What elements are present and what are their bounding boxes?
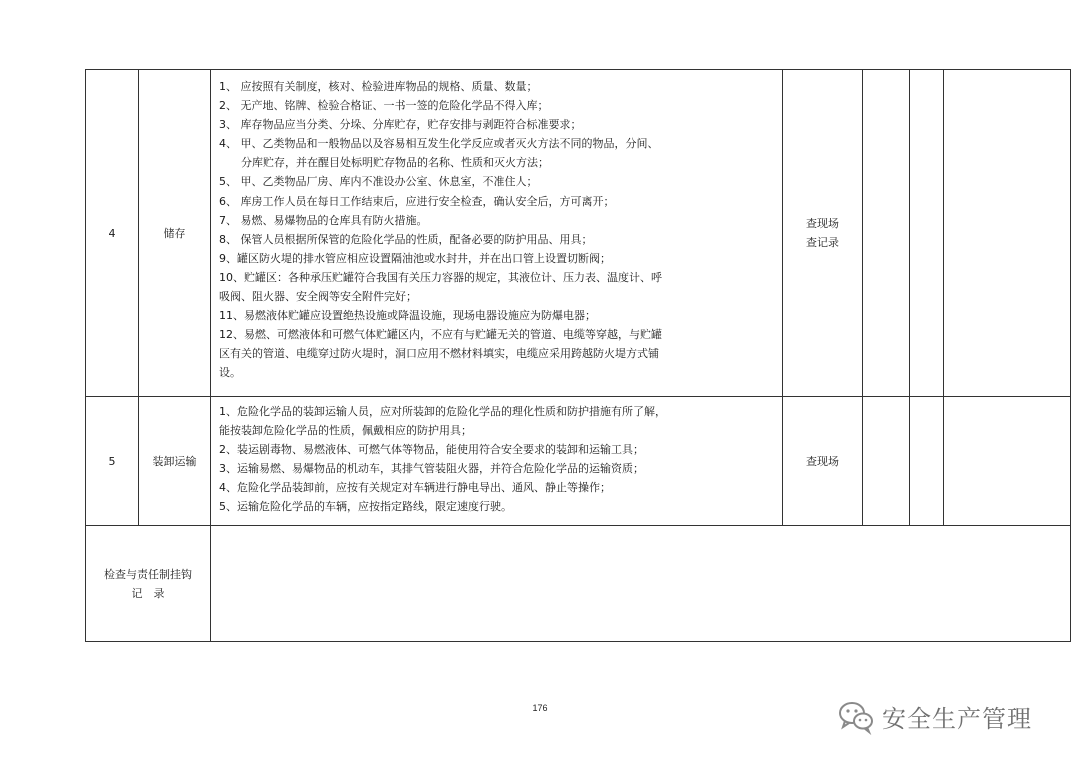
record-label-line: 检查与责任制挂钩 bbox=[104, 567, 192, 581]
blank-cell bbox=[944, 70, 1071, 397]
row-number: 5 bbox=[86, 397, 139, 526]
table-row bbox=[86, 70, 1071, 397]
blank-cell bbox=[910, 397, 944, 526]
content-line: 6、 库房工作人员在每日工作结束后，应进行安全检查，确认安全后，方可离开； bbox=[219, 194, 615, 208]
watermark-text: 安全生产管理 bbox=[882, 704, 1032, 733]
blank-cell bbox=[910, 70, 944, 397]
method-line: 查现场 bbox=[806, 217, 839, 230]
row-item: 储存 bbox=[139, 70, 211, 397]
blank-cell bbox=[944, 397, 1071, 526]
record-label-line: 记 录 bbox=[131, 586, 165, 600]
row-number: 4 bbox=[86, 70, 139, 397]
content-line: 2、装运剧毒物、易燃液体、可燃气体等物品，能使用符合安全要求的装卸和运输工具； bbox=[219, 443, 644, 457]
content-line: 2、 无产地、铭牌、检验合格证、一书一签的危险化学品不得入库； bbox=[219, 99, 549, 113]
record-cell[interactable] bbox=[211, 526, 1071, 642]
content-line: 5、 甲、乙类物品厂房、库内不准设办公室、休息室，不准住人； bbox=[219, 175, 538, 189]
row-content bbox=[211, 397, 783, 526]
content-line: 区有关的管道、电缆穿过防火堤时，洞口应用不燃材料填实，电缆应采用跨越防火堤方式铺 bbox=[219, 347, 659, 361]
content-line: 7、 易燃、易爆物品的仓库具有防火措施。 bbox=[219, 213, 428, 227]
content-line: 8、 保管人员根据所保管的危险化学品的性质，配备必要的防护用品、用具； bbox=[219, 232, 593, 246]
content-line: 11、易燃液体贮罐应设置绝热设施或降温设施，现场电器设施应为防爆电器； bbox=[219, 309, 596, 323]
content-line: 分库贮存，并在醒目处标明贮存物品的名称、性质和灭火方法； bbox=[241, 156, 549, 170]
method-line: 查记录 bbox=[806, 236, 839, 249]
content-line: 能按装卸危险化学品的性质，佩戴相应的防护用具； bbox=[219, 424, 472, 438]
content-line: 4、 甲、乙类物品和一般物品以及容易相互发生化学反应或者灭火方法不同的物品，分间、 bbox=[219, 137, 659, 151]
blank-cell bbox=[863, 70, 910, 397]
inspection-table bbox=[85, 69, 1071, 642]
row-content bbox=[211, 70, 783, 397]
content-line: 3、 库存物品应当分类、分垛、分库贮存，贮存安排与剥距符合标准要求； bbox=[219, 118, 582, 132]
method-line: 查现场 bbox=[806, 454, 839, 468]
page-number: 176 bbox=[532, 703, 548, 713]
content-line: 设。 bbox=[219, 366, 241, 380]
record-label bbox=[86, 526, 211, 642]
content-line: 12、易燃、可燃液体和可燃气体贮罐区内，不应有与贮罐无关的管道、电缆等穿越，与贮罐 bbox=[219, 328, 662, 342]
content-line: 1、危险化学品的装卸运输人员，应对所装卸的危险化学品的理化性质和防护措施有所了解， bbox=[219, 405, 666, 418]
table-row bbox=[86, 526, 1071, 642]
content-line: 9、罐区防火堤的排水管应相应设置隔油池或水封井，并在出口管上设置切断阀； bbox=[219, 251, 611, 265]
wechat-icon bbox=[836, 696, 876, 736]
content-line: 5、运输危险化学品的车辆，应按指定路线，限定速度行驶。 bbox=[219, 500, 512, 514]
watermark bbox=[836, 694, 1056, 738]
row-item: 装卸运输 bbox=[139, 397, 211, 526]
row-method bbox=[783, 70, 863, 397]
blank-cell bbox=[863, 397, 910, 526]
table-row bbox=[86, 397, 1071, 526]
content-line: 10、贮罐区：各种承压贮罐符合我国有关压力容器的规定，其液位计、压力表、温度计、呼 bbox=[219, 270, 662, 284]
content-line: 3、运输易燃、易爆物品的机动车，其排气管装阻火器，并符合危险化学品的运输资质； bbox=[219, 462, 644, 476]
content-line: 吸阀、阻火器、安全阀等安全附件完好； bbox=[219, 290, 417, 304]
content-line: 4、危险化学品装卸前，应按有关规定对车辆进行静电导出、通风、静止等操作； bbox=[219, 481, 611, 495]
content-line: 1、 应按照有关制度，核对、检验进库物品的规格、质量、数量； bbox=[219, 80, 538, 93]
row-method bbox=[783, 397, 863, 526]
